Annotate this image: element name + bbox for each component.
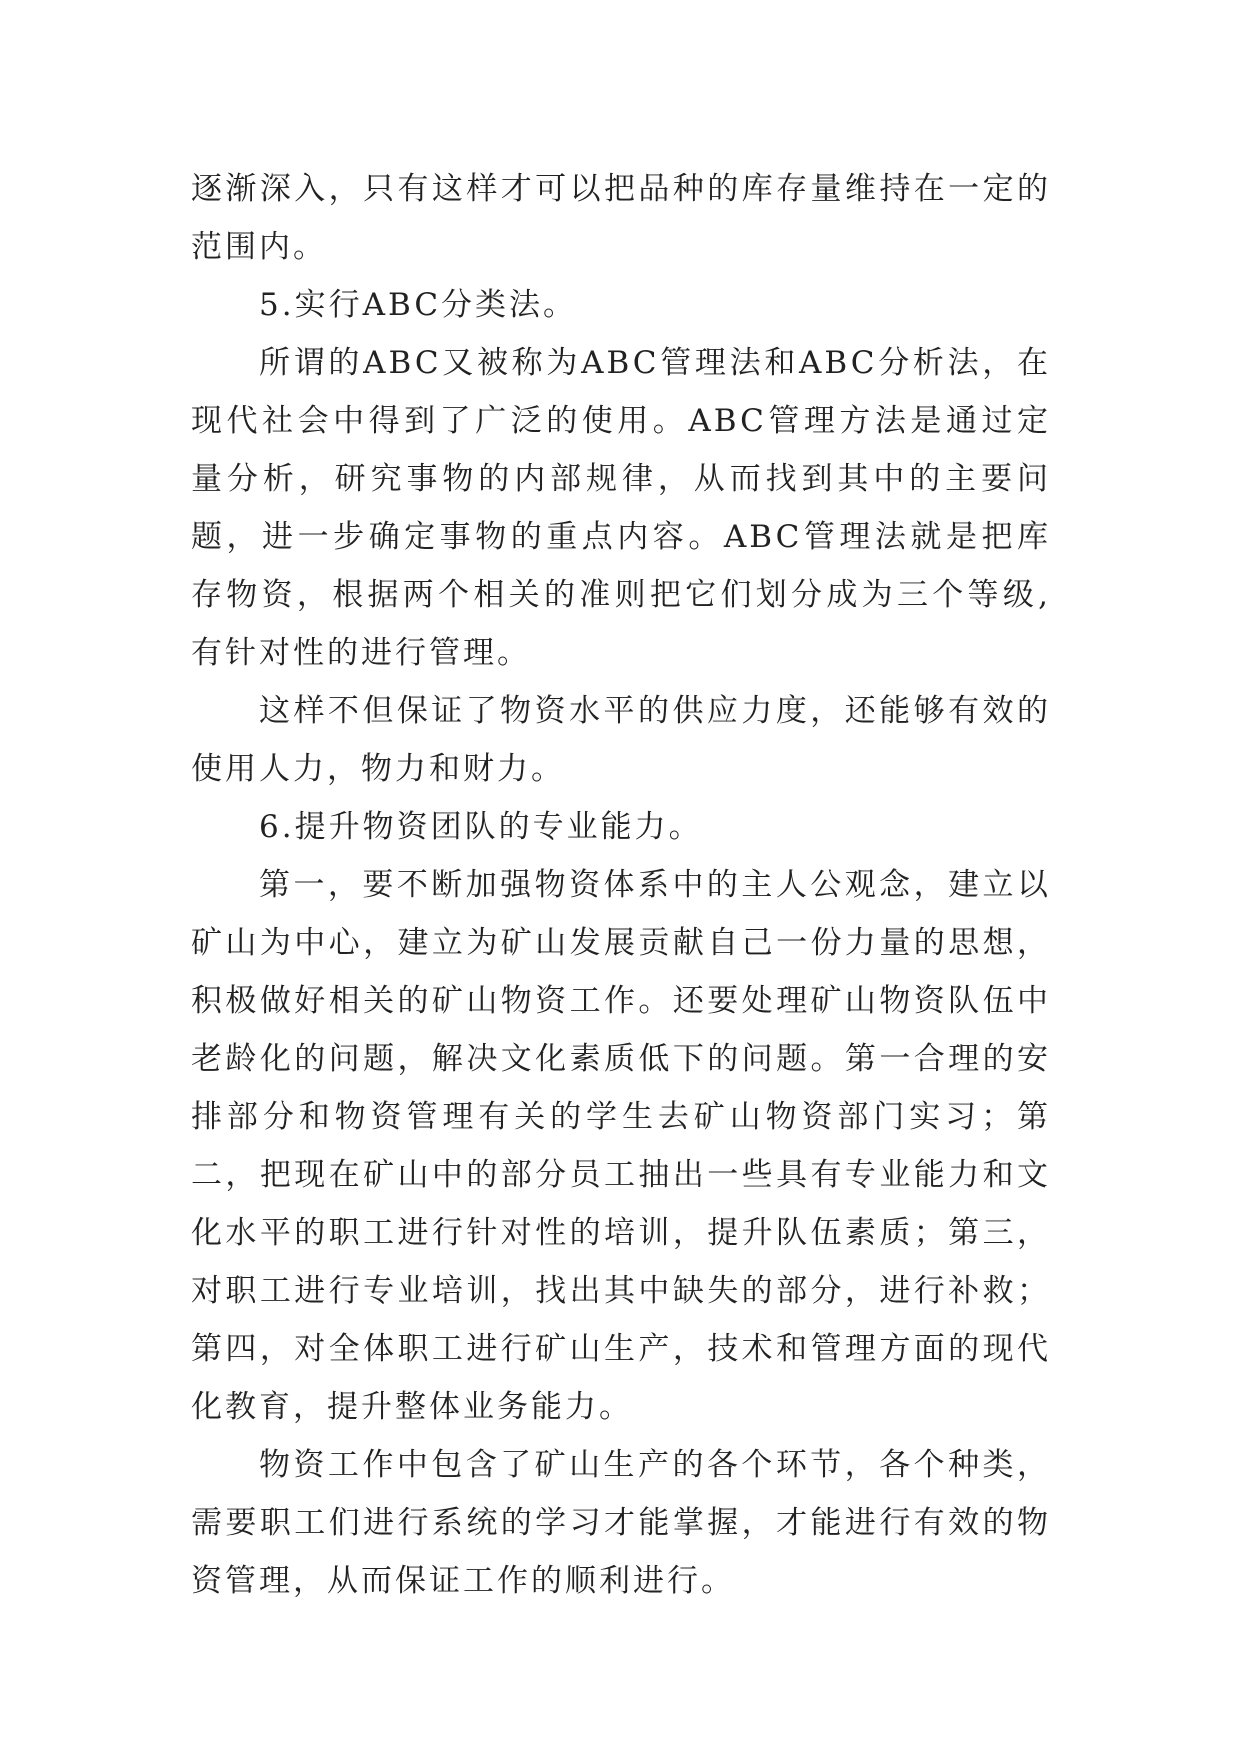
paragraph-continuation: 逐渐深入，只有这样才可以把品种的库存量维持在一定的范围内。 [191,171,1051,265]
paragraph-abc-benefit: 这样不但保证了物资水平的供应力度，还能够有效的使用人力，物力和财力。 [191,693,1051,787]
heading-abc-classification: 5.实行ABC分类法。 [259,287,578,323]
paragraph-abc-definition: 所谓的ABC又被称为ABC管理法和ABC分析法，在现代社会中得到了广泛的使用。ABC管理方法是通过定量分析，研究事物的内部规律，从而找到其中的主要问题，进一步确定事物的重点内容。ABC管理法就是把库存物资，根据两个相关的准则把它们划分成为三个等级,有针对性的进行管理。 [191,345,1051,671]
paragraph-team-measures: 第一，要不断加强物资体系中的主人公观念，建立以矿山为中心，建立为矿山发展贡献自己一份力量的思想，积极做好相关的矿山物资工作。还要处理矿山物资队伍中老龄化的问题，解决文化素质低下的问题。第一合理的安排部分和物资管理有关的学生去矿山物资部门实习；第二，把现在矿山中的部分员工抽出一些具有专业能力和文化水平的职工进行针对性的培训，提升队伍素质；第三，对职工进行专业培训，找出其中缺失的部分，进行补救；第四，对全体职工进行矿山生产，技术和管理方面的现代化教育，提升整体业务能力。 [191,867,1051,1425]
paragraph-conclusion: 物资工作中包含了矿山生产的各个环节，各个种类，需要职工们进行系统的学习才能掌握，才能进行有效的物资管理，从而保证工作的顺利进行。 [191,1447,1051,1599]
heading-team-capability: 6.提升物资团队的专业能力。 [259,809,703,845]
body-text [191,160,1051,1610]
